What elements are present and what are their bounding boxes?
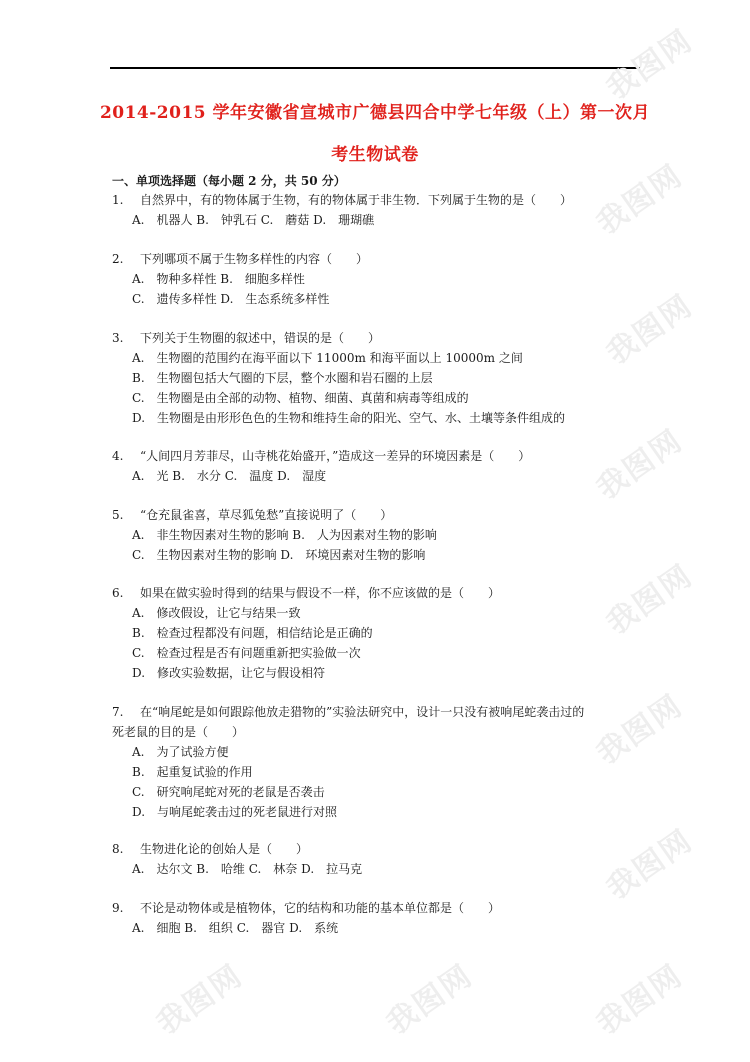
question-7 bbox=[112, 702, 642, 822]
question-stem bbox=[112, 505, 642, 525]
option-line: C. 研究响尾蛇对死的老鼠是否袭击 bbox=[132, 785, 325, 799]
question-stem bbox=[112, 249, 642, 269]
option-line: A. 光 B. 水分 C. 温度 D. 湿度 bbox=[132, 469, 327, 483]
question-number: 2. bbox=[112, 252, 124, 266]
question-text: 下列关于生物圈的叙述中，错误的是（ ） bbox=[140, 331, 381, 345]
header-rule bbox=[110, 67, 640, 69]
option-line: D. 修改实验数据，让它与假设相符 bbox=[132, 666, 326, 680]
question-stem bbox=[112, 898, 642, 918]
question-text: “人间四月芳菲尽，山寺桃花始盛开，”造成这一差异的环境因素是（ ） bbox=[140, 449, 531, 463]
watermark: 我图网 bbox=[600, 823, 700, 907]
watermark: 我图网 bbox=[590, 688, 690, 772]
question-number: 1. bbox=[112, 193, 124, 207]
watermark: 我图网 bbox=[600, 288, 700, 372]
question-text: 生物进化论的创始人是（ ） bbox=[140, 842, 309, 856]
option-line: B. 检查过程都没有问题，相信结论是正确的 bbox=[132, 626, 373, 640]
question-1 bbox=[112, 190, 642, 230]
option-line: B. 起重复试验的作用 bbox=[132, 765, 253, 779]
question-stem bbox=[112, 702, 642, 722]
option-line: B. 生物圈包括大气圈的下层，整个水圈和岩石圈的上层 bbox=[132, 371, 433, 385]
question-number: 8. bbox=[112, 842, 124, 856]
question-6 bbox=[112, 583, 642, 683]
question-5 bbox=[112, 505, 642, 565]
page-title-line1: 2014-2015 学年安徽省宣城市广德县四合中学七年级（上）第一次月 bbox=[99, 103, 651, 123]
option-line: C. 遗传多样性 D. 生态系统多样性 bbox=[132, 292, 330, 306]
option-line: A. 物种多样性 B. 细胞多样性 bbox=[132, 272, 305, 286]
option-line: A. 达尔文 B. 哈维 C. 林奈 D. 拉马克 bbox=[132, 862, 363, 876]
question-number: 9. bbox=[112, 901, 124, 915]
option-line: A. 为了试验方便 bbox=[132, 745, 229, 759]
watermark: 我图网 bbox=[590, 158, 690, 242]
question-stem bbox=[112, 446, 642, 466]
option-line: C. 生物圈是由全部的动物、植物、细菌、真菌和病毒等组成的 bbox=[132, 391, 469, 405]
watermark: 我图网 bbox=[590, 958, 690, 1042]
question-text: 自然界中，有的物体属于生物，有的物体属于非生物．下列属于生物的是（ ） bbox=[140, 193, 573, 207]
option-line: D. 与响尾蛇袭击过的死老鼠进行对照 bbox=[132, 805, 338, 819]
watermark: 我图网 bbox=[150, 958, 250, 1042]
question-stem bbox=[112, 583, 642, 603]
question-number: 6. bbox=[112, 586, 124, 600]
question-number: 4. bbox=[112, 449, 124, 463]
option-line: C. 检查过程是否有问题重新把实验做一次 bbox=[132, 646, 361, 660]
watermark: 我图网 bbox=[600, 558, 700, 642]
option-line: D. 生物圈是由形形色色的生物和维持生命的阳光、空气、水、土壤等条件组成的 bbox=[132, 411, 566, 425]
option-line: A. 生物圈的范围约在海平面以下 11000m 和海平面以上 10000m 之间 bbox=[132, 351, 523, 365]
option-line: C. 生物因素对生物的影响 D. 环境因素对生物的影响 bbox=[132, 548, 426, 562]
question-text: “仓充鼠雀喜，草尽狐兔愁”直接说明了（ ） bbox=[140, 508, 393, 522]
watermark: 我图网 bbox=[590, 423, 690, 507]
page-title-line2: 考生物试卷 bbox=[331, 145, 419, 165]
question-text: 如果在做实验时得到的结果与假设不一样，你不应该做的是（ ） bbox=[140, 586, 501, 600]
watermark: 我图网 bbox=[380, 958, 480, 1042]
watermark: 我图网 bbox=[600, 23, 700, 107]
option-line: A. 机器人 B. 钟乳石 C. 蘑菇 D. 珊瑚礁 bbox=[132, 213, 375, 227]
option-line: A. 修改假设，让它与结果一致 bbox=[132, 606, 301, 620]
question-text: 在“响尾蛇是如何跟踪他放走猎物的”实验法研究中，设计一只没有被响尾蛇袭击过的 bbox=[140, 705, 585, 719]
section-heading: 一、单项选择题（每小题 2 分，共 50 分） bbox=[112, 174, 346, 188]
question-number: 5. bbox=[112, 508, 124, 522]
option-line: A. 细胞 B. 组织 C. 器官 D. 系统 bbox=[132, 921, 339, 935]
question-stem bbox=[112, 190, 642, 210]
question-3 bbox=[112, 328, 642, 428]
question-9 bbox=[112, 898, 642, 938]
question-number: 3. bbox=[112, 331, 124, 345]
question-text: 不论是动物体或是植物体，它的结构和功能的基本单位都是（ ） bbox=[140, 901, 501, 915]
question-2 bbox=[112, 249, 642, 309]
question-4 bbox=[112, 446, 642, 486]
question-number: 7. bbox=[112, 705, 124, 719]
question-text: 下列哪项不属于生物多样性的内容（ ） bbox=[140, 252, 369, 266]
question-8 bbox=[112, 839, 642, 879]
question-stem bbox=[112, 839, 642, 859]
option-line: A. 非生物因素对生物的影响 B. 人为因素对生物的影响 bbox=[132, 528, 437, 542]
question-stem bbox=[112, 328, 642, 348]
question-text-continued: 死老鼠的目的是（ ） bbox=[112, 725, 245, 739]
